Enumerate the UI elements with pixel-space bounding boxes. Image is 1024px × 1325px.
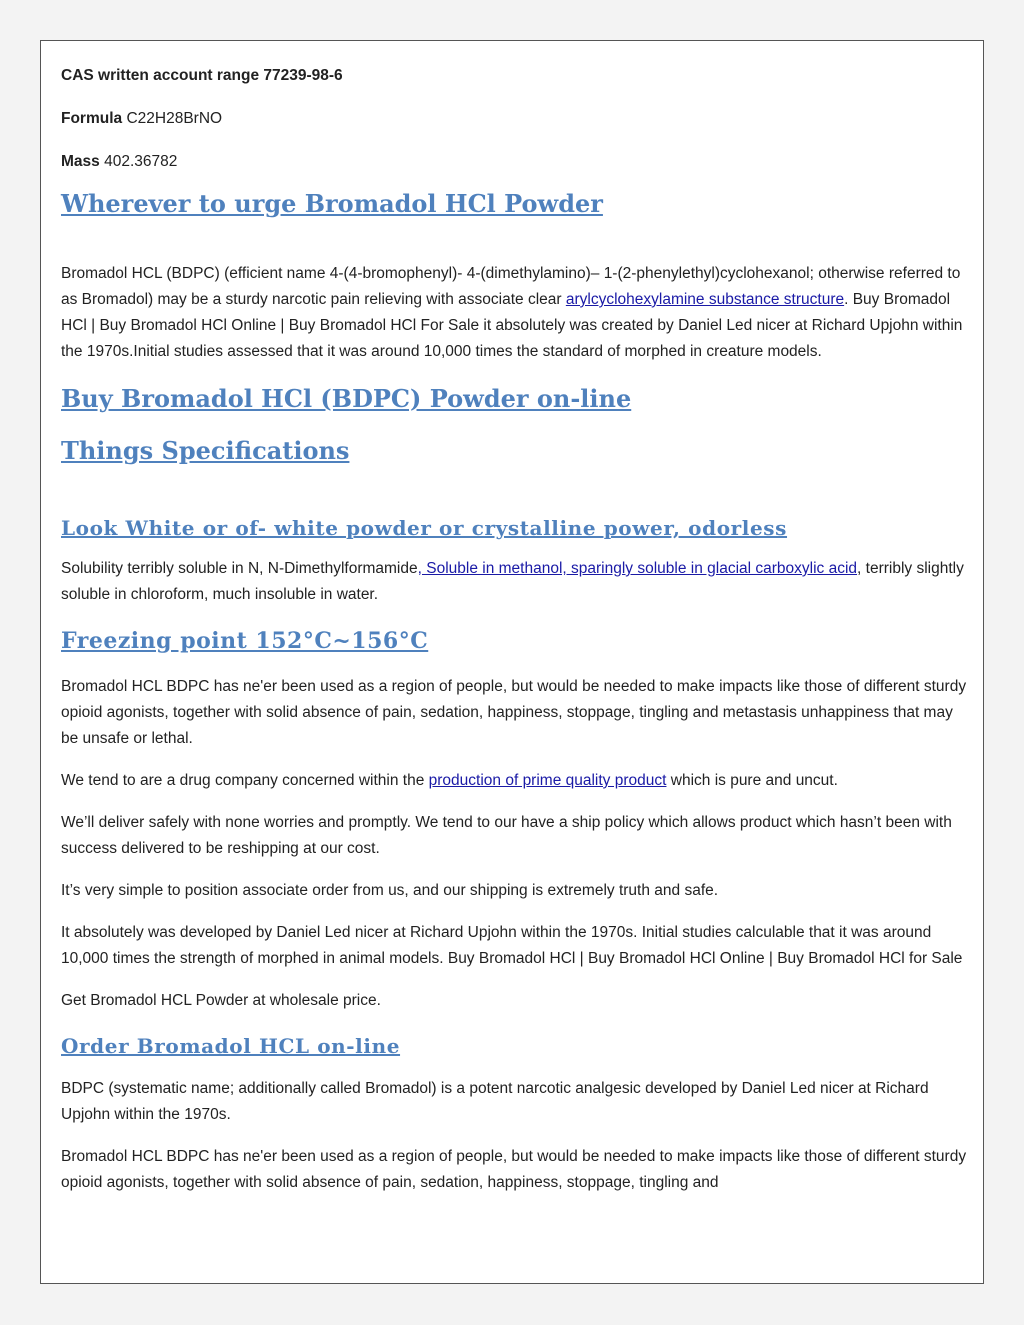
paragraph-effects-repeat: Bromadol HCL BDPC has ne'er been used as a region of people, but would be needed to make impacts like those of different sturdy opioid agonists, together with solid absence of pain, sedation, happiness, stoppage, tingling and — [61, 1148, 967, 1191]
link-arylcyclohexylamine[interactable]: arylcyclohexylamine substance structure — [565, 291, 845, 308]
heading-order-online: Order Bromadol HCL on-line — [61, 1034, 401, 1058]
paragraph-company-text-b: which is pure and uncut. — [666, 772, 838, 789]
paragraph-intro — [61, 261, 967, 365]
paragraph-wholesale: Get Bromadol HCL Powder at wholesale price. — [61, 992, 381, 1009]
mass-line — [61, 149, 967, 175]
formula-value: C22H28BrNO — [126, 110, 223, 127]
heading-freezing-point: Freezing point 152°C~156°C — [61, 628, 429, 654]
document-content — [61, 63, 967, 1196]
mass-value: 402.36782 — [104, 153, 178, 170]
mass-label: Mass — [61, 153, 100, 170]
formula-line — [61, 106, 967, 132]
paragraph-intro-text-b: . Buy Bromadol HCl | Buy Bromadol HCl Online | Buy Bromadol HCl For Sale it absolutely was created by Daniel Led nicer at Richard Upjohn within the 1970s.Initial studies assessed that it was around 10,000 times the standard of morphed in creature models. — [61, 291, 963, 360]
formula-label: Formula — [61, 110, 123, 127]
cas-number — [61, 63, 967, 89]
paragraph-intro-text-a: Bromadol HCL (BDPC) (efficient name 4-(4-bromophenyl)- 4-(dimethylamino)– 1-(2-phenylethyl)cyclohexanol; otherwise referred to as Bromadol) may be a sturdy narcotic pain relieving with associate clear — [61, 265, 961, 308]
paragraph-solubility — [61, 556, 967, 608]
paragraph-ordering: It’s very simple to position associate order from us, and our shipping is extremely truth and safe. — [61, 882, 719, 899]
paragraph-solubility-text-a: Solubility terribly soluble in N, N-Dimethylformamide — [61, 560, 418, 577]
document-page — [40, 40, 984, 1284]
paragraph-solubility-text-b: , terribly slightly soluble in chloroform, much insoluble in water. — [61, 560, 964, 603]
link-production[interactable]: production of prime quality product — [428, 772, 667, 789]
paragraph-delivery: We’ll deliver safely with none worries and promptly. We tend to our have a ship policy which allows product which hasn’t been with success delivered to be reshipping at our cost. — [61, 814, 952, 857]
paragraph-bdpc: BDPC (systematic name; additionally called Bromadol) is a potent narcotic analgesic developed by Daniel Led nicer at Richard Upjohn within the 1970s. — [61, 1080, 929, 1123]
cas-label: CAS written account range 77239-98-6 — [61, 67, 343, 84]
link-solubility[interactable]: , Soluble in methanol, sparingly soluble in glacial carboxylic acid — [417, 560, 858, 577]
paragraph-company-text-a: We tend to are a drug company concerned within the — [61, 772, 429, 789]
paragraph-effects: Bromadol HCL BDPC has ne'er been used as a region of people, but would be needed to make impacts like those of different sturdy opioid agonists, together with solid absence of pain, sedation, happiness, stoppage, tingling and metastasis unhappiness that may be unsafe or lethal. — [61, 678, 967, 747]
heading-buy-online: Buy Bromadol HCl (BDPC) Powder on-line — [61, 384, 632, 413]
heading-where-to-buy: Wherever to urge Bromadol HCl Powder — [61, 189, 603, 218]
heading-specifications: Things Specifications — [61, 436, 350, 465]
paragraph-company — [61, 768, 967, 794]
heading-appearance: Look White or of- white powder or crystalline power, odorless — [61, 516, 788, 540]
paragraph-history: It absolutely was developed by Daniel Led nicer at Richard Upjohn within the 1970s. Initial studies calculable that it was around 10,000 times the strength of morphed in animal models. Buy Bromadol HCl | Buy Bromadol HCl Online | Buy Bromadol HCl for Sale — [61, 924, 963, 967]
